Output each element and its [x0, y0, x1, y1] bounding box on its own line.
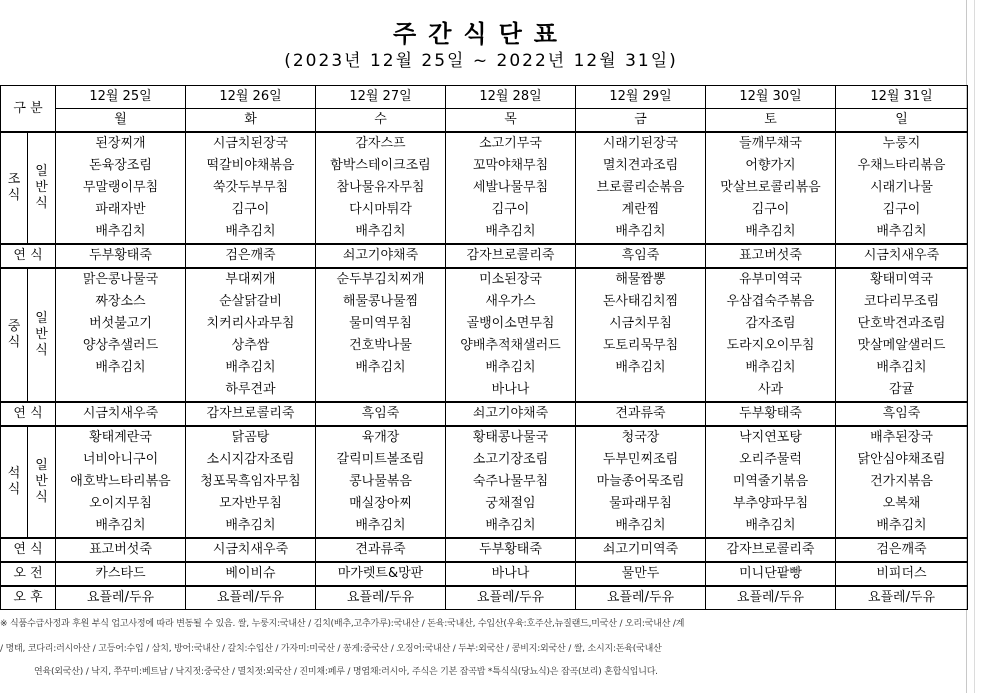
lunch-menu-item: 배추김치 [56, 357, 186, 379]
lunch-soft-label: 연 식 [1, 402, 56, 426]
am-snack-item: 베이비슈 [186, 562, 316, 586]
lunch-menu-item: 양배추적채샐러드 [446, 335, 576, 357]
dinner-menu-item: 황태콩나물국 [446, 426, 576, 449]
dinner-general-label [28, 426, 56, 538]
day-header: 일 [836, 109, 968, 133]
lunch-menu-item: 유부미역국 [706, 268, 836, 291]
lunch-soft-item: 감자브로콜리죽 [186, 402, 316, 426]
dinner-soft-label: 연 식 [1, 538, 56, 562]
dinner-soft-item: 표고버섯죽 [56, 538, 186, 562]
lunch-menu-item: 골뱅이소면무침 [446, 313, 576, 335]
lunch-soft-item: 쇠고기야채죽 [446, 402, 576, 426]
pm-snack-item: 요플레/두유 [446, 586, 576, 610]
lunch-menu-item: 버섯불고기 [56, 313, 186, 335]
lunch-menu-item: 도토리묵무침 [576, 335, 706, 357]
breakfast-menu-item: 누룽지 [836, 132, 968, 155]
pm-snack-label: 오 후 [1, 586, 56, 610]
day-header: 수 [316, 109, 446, 133]
lunch-menu-item: 배추김치 [316, 357, 446, 379]
lunch-menu-item: 도라지오이무침 [706, 335, 836, 357]
am-snack-label: 오 전 [1, 562, 56, 586]
dinner-menu-item: 물파래무침 [576, 493, 706, 515]
lunch-menu-item: 감자조림 [706, 313, 836, 335]
breakfast-menu-item: 꼬막야채무침 [446, 155, 576, 177]
breakfast-menu-item: 돈육장조림 [56, 155, 186, 177]
breakfast-soft-item: 흑임죽 [576, 244, 706, 268]
dinner-menu-item: 소시지감자조림 [186, 449, 316, 471]
breakfast-menu-item: 함박스테이크조림 [316, 155, 446, 177]
breakfast-soft-item: 시금치새우죽 [836, 244, 968, 268]
date-header: 12월 29일 [576, 86, 706, 109]
dinner-soft-item: 쇠고기미역죽 [576, 538, 706, 562]
page-title: 주간식단표 [393, 20, 569, 48]
breakfast-menu-item: 소고기무국 [446, 132, 576, 155]
breakfast-menu-item: 파래자반 [56, 199, 186, 221]
breakfast-menu-item: 멸치견과조림 [576, 155, 706, 177]
dinner-menu-item: 미역줄기볶음 [706, 471, 836, 493]
lunch-menu-item: 배추김치 [836, 357, 968, 379]
section-label-char: 식 [35, 343, 48, 358]
section-label-char: 조 [7, 172, 21, 187]
lunch-soft-item: 두부황태죽 [706, 402, 836, 426]
breakfast-menu-item: 무말랭이무침 [56, 177, 186, 199]
lunch-menu-item: 돈사태김치찜 [576, 291, 706, 313]
day-header: 토 [706, 109, 836, 133]
breakfast-soft-item: 표고버섯죽 [706, 244, 836, 268]
dinner-menu-item: 낙지연포탕 [706, 426, 836, 449]
lunch-soft-item: 견과류죽 [576, 402, 706, 426]
day-header: 목 [446, 109, 576, 133]
breakfast-menu-item: 어향가지 [706, 155, 836, 177]
dinner-menu-item: 매실장아찌 [316, 493, 446, 515]
date-header: 12월 31일 [836, 86, 968, 109]
breakfast-menu-item: 세발나물무침 [446, 177, 576, 199]
lunch-label [1, 268, 28, 402]
lunch-menu-item: 감귤 [836, 379, 968, 402]
breakfast-menu-item: 배추김치 [576, 221, 706, 244]
breakfast-soft-label: 연 식 [1, 244, 56, 268]
dinner-soft-item: 두부황태죽 [446, 538, 576, 562]
dinner-menu-item: 배추김치 [186, 515, 316, 538]
lunch-menu-item: 시금치무침 [576, 313, 706, 335]
day-header: 월 [56, 109, 186, 133]
section-label-char: 식 [7, 188, 21, 203]
dinner-menu-item: 배추김치 [56, 515, 186, 538]
lunch-menu-item: 맛살메알샐러드 [836, 335, 968, 357]
section-label-char: 일 [35, 311, 48, 326]
breakfast-menu-item: 참나물유자무침 [316, 177, 446, 199]
sheet-gridline [974, 0, 975, 693]
lunch-menu-item: 순살닭갈비 [186, 291, 316, 313]
breakfast-soft-item: 감자브로콜리죽 [446, 244, 576, 268]
breakfast-menu-item: 쑥갓두부무침 [186, 177, 316, 199]
dinner-menu-item: 부추양파무침 [706, 493, 836, 515]
dinner-menu-item: 두부민찌조림 [576, 449, 706, 471]
breakfast-menu-item: 맛살브로콜리볶음 [706, 177, 836, 199]
dinner-soft-item: 시금치새우죽 [186, 538, 316, 562]
dinner-menu-item: 배추김치 [836, 515, 968, 538]
dinner-menu-item: 청포묵흑임자무침 [186, 471, 316, 493]
breakfast-menu-item: 배추김치 [836, 221, 968, 244]
dinner-menu-item: 오리주물럭 [706, 449, 836, 471]
pm-snack-item: 요플레/두유 [576, 586, 706, 610]
section-label-char: 석 [7, 466, 21, 481]
origin-note-line: 연육(외국산) / 낙지, 쭈꾸미:베트남 / 낙지젓:중국산 / 멸치젓:외국산 / 진미채:페루 / 명엽채:러시아, 주식은 기본 잡곡밥 *특식식(당뇨식)은 잡곡(보리) 혼합식입니다. [34, 667, 658, 677]
lunch-menu-item: 새우가스 [446, 291, 576, 313]
lunch-menu-item: 부대찌개 [186, 268, 316, 291]
lunch-menu-item [316, 379, 446, 402]
dinner-menu-item: 숙주나물무침 [446, 471, 576, 493]
am-snack-item: 물만두 [576, 562, 706, 586]
dinner-menu-item: 콩나물볶음 [316, 471, 446, 493]
section-label-char: 반 [35, 180, 48, 195]
date-header: 12월 26일 [186, 86, 316, 109]
breakfast-menu-item: 김구이 [706, 199, 836, 221]
date-header: 12월 28일 [446, 86, 576, 109]
lunch-soft-item: 흑임죽 [316, 402, 446, 426]
breakfast-menu-item: 시금치된장국 [186, 132, 316, 155]
lunch-menu-item: 바나나 [446, 379, 576, 402]
breakfast-soft-item: 쇠고기야채죽 [316, 244, 446, 268]
lunch-soft-item: 흑임죽 [836, 402, 968, 426]
date-header: 12월 25일 [56, 86, 186, 109]
section-label-char: 반 [35, 474, 48, 489]
lunch-menu-item: 배추김치 [446, 357, 576, 379]
dinner-menu-item: 배추김치 [316, 515, 446, 538]
breakfast-menu-item: 계란찜 [576, 199, 706, 221]
breakfast-menu-item: 배추김치 [186, 221, 316, 244]
dinner-menu-item: 육개장 [316, 426, 446, 449]
dinner-menu-item: 닭안심야채조림 [836, 449, 968, 471]
dinner-menu-item: 너비아니구이 [56, 449, 186, 471]
am-snack-item: 마가렛트&망판 [316, 562, 446, 586]
lunch-menu-item: 짜장소스 [56, 291, 186, 313]
dinner-menu-item: 황태계란국 [56, 426, 186, 449]
section-label-char: 반 [35, 327, 48, 342]
breakfast-menu-item: 김구이 [446, 199, 576, 221]
breakfast-menu-item: 감자스프 [316, 132, 446, 155]
breakfast-menu-item: 들깨무채국 [706, 132, 836, 155]
lunch-menu-item: 해물짬뽕 [576, 268, 706, 291]
lunch-menu-item: 배추김치 [186, 357, 316, 379]
lunch-menu-item [576, 379, 706, 402]
section-label-char: 식 [7, 482, 21, 497]
breakfast-label [1, 132, 28, 244]
dinner-menu-item: 오복채 [836, 493, 968, 515]
lunch-menu-item: 배추김치 [576, 357, 706, 379]
dinner-menu-item: 배추김치 [576, 515, 706, 538]
breakfast-menu-item: 된장찌개 [56, 132, 186, 155]
dinner-menu-item: 궁채절임 [446, 493, 576, 515]
weekly-menu-table [0, 85, 968, 610]
lunch-menu-item: 순두부김치찌개 [316, 268, 446, 291]
dinner-menu-item: 오이지무침 [56, 493, 186, 515]
breakfast-menu-item: 떡갈비야채볶음 [186, 155, 316, 177]
dinner-soft-item: 견과류죽 [316, 538, 446, 562]
breakfast-menu-item: 브로콜리순볶음 [576, 177, 706, 199]
breakfast-menu-item: 김구이 [836, 199, 968, 221]
am-snack-item: 카스타드 [56, 562, 186, 586]
breakfast-menu-item: 김구이 [186, 199, 316, 221]
dinner-soft-item: 감자브로콜리죽 [706, 538, 836, 562]
breakfast-menu-item: 배추김치 [446, 221, 576, 244]
am-snack-item: 비피더스 [836, 562, 968, 586]
breakfast-menu-item: 배추김치 [706, 221, 836, 244]
lunch-soft-item: 시금치새우죽 [56, 402, 186, 426]
lunch-menu-item: 황태미역국 [836, 268, 968, 291]
am-snack-item: 바나나 [446, 562, 576, 586]
section-label-char: 식 [35, 196, 48, 211]
pm-snack-item: 요플레/두유 [186, 586, 316, 610]
day-header: 화 [186, 109, 316, 133]
breakfast-soft-item: 두부황태죽 [56, 244, 186, 268]
lunch-menu-item: 맑은콩나물국 [56, 268, 186, 291]
dinner-label [1, 426, 28, 538]
origin-note-line: ※ 식품수급사정과 후원 부식 업고사정에 따라 변동될 수 있음. 쌀, 누룽지:국내산 / 김치(배추,고추가루):국내산 / 돈육:국내산, 수입산(우육:호주산,뉴질랜드,미국산 / 오리:국내산 /계 [0, 619, 685, 629]
lunch-menu-item: 우삼겹숙주볶음 [706, 291, 836, 313]
lunch-general-label [28, 268, 56, 402]
breakfast-menu-item: 시래기된장국 [576, 132, 706, 155]
breakfast-general-label [28, 132, 56, 244]
pm-snack-item: 요플레/두유 [706, 586, 836, 610]
dinner-menu-item: 갈릭미트볼조림 [316, 449, 446, 471]
lunch-menu-item: 건호박나물 [316, 335, 446, 357]
dinner-menu-item: 애호박느타리볶음 [56, 471, 186, 493]
pm-snack-item: 요플레/두유 [316, 586, 446, 610]
dinner-menu-item: 배추김치 [706, 515, 836, 538]
breakfast-menu-item: 배추김치 [316, 221, 446, 244]
dinner-soft-item: 검은깨죽 [836, 538, 968, 562]
section-label-char: 중 [7, 319, 21, 334]
lunch-menu-item: 하루견과 [186, 379, 316, 402]
day-header: 금 [576, 109, 706, 133]
lunch-menu-item [56, 379, 186, 402]
section-label-char: 일 [35, 458, 48, 473]
section-label-char: 식 [7, 335, 21, 350]
lunch-menu-item: 양상추샐러드 [56, 335, 186, 357]
dinner-menu-item: 배추된장국 [836, 426, 968, 449]
breakfast-menu-item: 다시마튀각 [316, 199, 446, 221]
am-snack-item: 미니단팥빵 [706, 562, 836, 586]
breakfast-soft-item: 검은깨죽 [186, 244, 316, 268]
dinner-menu-item: 배추김치 [446, 515, 576, 538]
pm-snack-item: 요플레/두유 [836, 586, 968, 610]
lunch-menu-item: 미소된장국 [446, 268, 576, 291]
lunch-menu-item: 물미역무침 [316, 313, 446, 335]
breakfast-menu-item: 우채느타리볶음 [836, 155, 968, 177]
gubun-header: 구 분 [1, 86, 56, 133]
dinner-menu-item: 건가지볶음 [836, 471, 968, 493]
lunch-menu-item: 해물콩나물찜 [316, 291, 446, 313]
date-header: 12월 30일 [706, 86, 836, 109]
section-label-char: 식 [35, 490, 48, 505]
lunch-menu-item: 치커리사과무침 [186, 313, 316, 335]
pm-snack-item: 요플레/두유 [56, 586, 186, 610]
origin-note-line: / 명태, 코다리:러시아산 / 고등어:수입 / 삼치, 방어:국내산 / 갈치:수입산 / 가자미:미국산 / 꽁게:중국산 / 오징어:국내산 / 두부:외국산 / 콩비지:외국산 / 쌀, 소시지:돈육(국내산 [0, 644, 662, 654]
dinner-menu-item: 모자반무침 [186, 493, 316, 515]
lunch-menu-item: 상추쌈 [186, 335, 316, 357]
lunch-menu-item: 코다리무조림 [836, 291, 968, 313]
dinner-menu-item: 마늘종어묵조림 [576, 471, 706, 493]
dinner-menu-item: 닭곰탕 [186, 426, 316, 449]
date-range: (2023년 12월 25일 ~ 2022년 12월 31일) [284, 51, 678, 71]
lunch-menu-item: 사과 [706, 379, 836, 402]
date-header: 12월 27일 [316, 86, 446, 109]
dinner-menu-item: 소고기장조림 [446, 449, 576, 471]
dinner-menu-item: 청국장 [576, 426, 706, 449]
section-label-char: 일 [35, 164, 48, 179]
breakfast-menu-item: 배추김치 [56, 221, 186, 244]
lunch-menu-item: 단호박견과조림 [836, 313, 968, 335]
lunch-menu-item: 배추김치 [706, 357, 836, 379]
breakfast-menu-item: 시래기나물 [836, 177, 968, 199]
